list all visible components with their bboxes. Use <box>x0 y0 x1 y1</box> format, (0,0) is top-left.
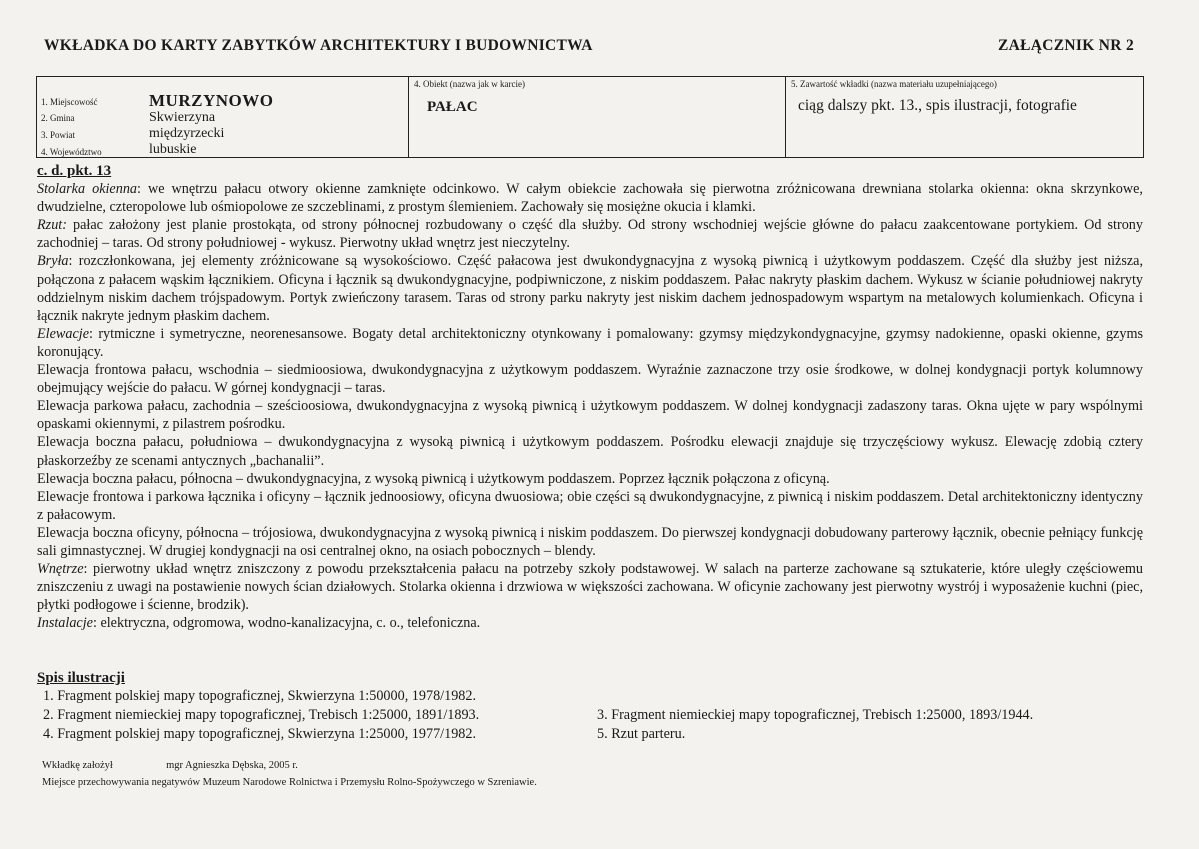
page-header <box>44 37 1134 55</box>
paragraph-text: Elewacja boczna pałacu, południowa – dwukondygnacyjna z wysoką piwnicą i użytkowym poddaszem. Pośrodku elewacji znajduje się trzyczęściowy wykusz. Elewację zdobią cztery płaskorzeźby ze scenami antycznych „bachanalii”. <box>37 434 1143 469</box>
paragraph-text: Elewacja frontowa pałacu, wschodnia – siedmioosiowa, dwukondygnacyjna z użytkowym poddaszem. Wyraźnie zaznaczone trzy osie środkowe, w dolnej kondygnacji portyk kolumnowy obejmujący wejście do pałacu. W górnej kondygnacji – taras. <box>37 362 1143 397</box>
content-label: 5. Zawartość wkładki (nazwa materiału uzupełniającego) <box>791 79 997 89</box>
illustration-item: 3. Fragment niemieckiej mapy topograficznej, Trebisch 1:25000, 1893/1944. <box>597 707 1034 723</box>
description-paragraph <box>37 614 1143 632</box>
identification-box <box>36 76 1144 158</box>
paragraph-text: : pierwotny układ wnętrz zniszczony z powodu przekształcenia pałacu na potrzeby szkoły podstawowej. W salach na parterze zachowane są sztukaterie, które uległy częściowemu zniszczeniu z uwagi na postawienie nowych ścian działowych. Stolarka okienna i drzwiowa w większości zachowana. W oficynie zachowany jest pierwotny wystrój i wyposażenie kuchni (piec, płytki podłogowe i ścienne, brodzik). <box>37 561 1143 614</box>
illustration-item: 1. Fragment polskiej mapy topograficznej, Skwierzyna 1:50000, 1978/1982. <box>43 688 477 704</box>
paragraph-text: Elewacja parkowa pałacu, zachodnia – sześcioosiowa, dwukondygnacyjna z wysoką piwnicą i użytkowym poddaszem. W dolnej kondygnacji zadaszony taras. Okna ujęte w pary wspólnymi opaskami okiennymi, z pilastrem pośrodku. <box>37 398 1143 433</box>
district-label: 3. Powiat <box>41 130 76 140</box>
description-paragraph <box>37 560 1143 614</box>
paragraph-text: Elewacja boczna oficyny, północna – trójosiowa, dwukondygnacyjna z wysoką piwnicą i niskim poddaszem. Do pierwszej kondygnacji dobudowany parterowy łącznik, obecnie pełniący funkcję sali gimnastycznej. W drugiej kondygnacji na osi centralnej okno, na osiach pobocznych – blendy. <box>37 524 1143 559</box>
description-paragraph <box>37 524 1143 560</box>
description-paragraph <box>37 397 1143 433</box>
paragraph-list <box>37 180 1143 632</box>
locality-label: 1. Miejscowość <box>41 97 98 107</box>
voivodeship-label: 4. Województwo <box>41 147 102 157</box>
location-column <box>37 77 409 157</box>
description-paragraph <box>37 216 1143 252</box>
object-label: 4. Obiekt (nazwa jak w karcie) <box>414 79 525 89</box>
annex-number: ZAŁĄCZNIK NR 2 <box>998 37 1134 54</box>
paragraph-lead: Bryła <box>37 253 69 270</box>
description-paragraph <box>37 361 1143 397</box>
document-title: WKŁADKA DO KARTY ZABYTKÓW ARCHITEKTURY I BUDOWNICTWA <box>44 37 593 54</box>
section-heading: c. d. pkt. 13 <box>37 163 112 179</box>
paragraph-text: Elewacje frontowa i parkowa łącznika i oficyny – łącznik jednoosiowy, oficyna dwuosiowa; obie części są dwukondygnacyjne, z piwnicą i niskim poddaszem. Detal architektoniczny identyczny z pałacowym. <box>37 488 1143 523</box>
author-line <box>42 760 298 771</box>
description-paragraph <box>37 488 1143 524</box>
object-value: PAŁAC <box>427 99 478 115</box>
object-column <box>409 77 786 157</box>
voivodeship-value: lubuskie <box>149 142 197 157</box>
illustration-item: 2. Fragment niemieckiej mapy topograficznej, Trebisch 1:25000, 1891/1893. <box>43 707 480 723</box>
illustration-item: 4. Fragment polskiej mapy topograficznej, Skwierzyna 1:25000, 1977/1982. <box>43 726 477 742</box>
paragraph-lead: Instalacje <box>37 615 93 632</box>
description-paragraph <box>37 433 1143 469</box>
description-paragraph <box>37 325 1143 361</box>
paragraph-text: : rytmiczne i symetryczne, neorenesansowe. Bogaty detal architektoniczny otynkowany i pomalowany: gzymsy międzykondygnacyjne, gzymsy nadokienne, opaski okienne, gzyms koronujący. <box>37 325 1143 360</box>
description-paragraph <box>37 252 1143 324</box>
description-body <box>37 162 1143 632</box>
content-value: ciąg dalszy pkt. 13., spis ilustracji, fotografie <box>798 97 1077 114</box>
locality-value: MURZYNOWO <box>149 91 274 110</box>
illustrations-heading: Spis ilustracji <box>37 670 125 686</box>
paragraph-lead: Wnętrze <box>37 561 84 578</box>
author-name: mgr Agnieszka Dębska, 2005 r. <box>166 760 298 771</box>
paragraph-text: : rozczłonkowana, jej elementy zróżnicowane są wysokościowo. Część pałacowa jest dwukondygnacyjna z wysoką piwnicą i użytkowym poddaszem. Część dla służby jest niższa, połączona z pałacem wąskim łącznikiem. Oficyna i łącznik są dwukondygnacyjne, podpiwniczone, z niskim poddaszem. Pałac nakryty płaskim dachem. Wykusz w ścianie południowej nakryty oddzielnym niskim dachem trójspadowym. Portyk zwieńczony tarasem. Taras od strony parku nakryty jest niskim dachem jednospadowym wspartym na metalowych kolumienkach. Oficyna i łącznik nakryte jednym płaskim dachem. <box>37 253 1143 324</box>
storage-line <box>42 777 537 788</box>
storage-value: Muzeum Narodowe Rolnictwa i Przemysłu Rolno-Spożywczego w Szreniawie. <box>202 777 537 788</box>
commune-label: 2. Gmina <box>41 113 75 123</box>
description-paragraph <box>37 470 1143 488</box>
paragraph-text: : elektryczna, odgromowa, wodno-kanalizacyjna, c. o., telefoniczna. <box>92 615 481 632</box>
paragraph-lead: Stolarka okienna <box>37 181 138 198</box>
paragraph-lead: Rzut: <box>37 217 67 234</box>
illustration-item: 5. Rzut parteru. <box>597 726 686 742</box>
content-column <box>786 77 1143 157</box>
paragraph-lead: Elewacje <box>37 325 89 342</box>
district-value: międzyrzecki <box>149 126 225 141</box>
author-label: Wkładkę założył <box>42 760 113 771</box>
paragraph-text: Elewacja boczna pałacu, północna – dwukondygnacyjna, z wysoką piwnicą i użytkowym poddaszem. Poprzez łącznik połączona z oficyną. <box>37 470 830 487</box>
description-paragraph <box>37 180 1143 216</box>
commune-value: Skwierzyna <box>149 110 216 125</box>
paragraph-text: : we wnętrzu pałacu otwory okienne zamknięte odcinkowo. W całym obiekcie zachowała się pierwotna zróżnicowana drewniana stolarka okienna: okna skrzynkowe, dwudzielne, czteropolowe lub ośmiopolowe ze szczeblinami, z prostym ślemieniem. Zachowały się mosiężne okucia i klamki. <box>37 181 1143 216</box>
storage-label: Miejsce przechowywania negatywów <box>42 777 201 788</box>
paragraph-text: pałac założony jest planie prostokąta, od strony północnej rozbudowany o część dla służby. Od strony wschodniej wejście główne do pałacu zaakcentowane portykiem. Od strony zachodniej – taras. Od strony południowej - wykusz. Pierwotny układ wnętrz jest nieczytelny. <box>37 217 1143 252</box>
